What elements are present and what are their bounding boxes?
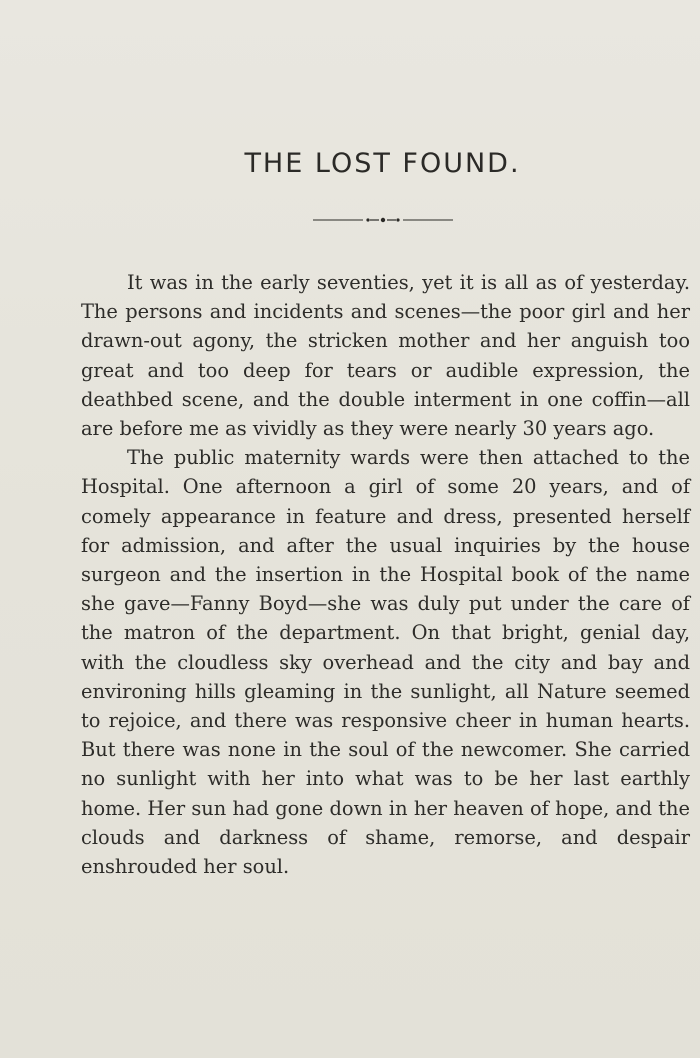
chapter-title: THE LOST FOUND. [244, 148, 521, 179]
chapter-body [81, 268, 690, 881]
body-paragraph-1: It was in the early seventies, yet it is all as of yesterday. The persons and incidents and scenes—the poor girl and her drawn-out agony, the stricken mother and her anguish too great and too deep for tears or audible expression, the deathbed scene, and the double interment in one coffin—all are before me as vividly as they were nearly 30 years ago. [81, 271, 690, 441]
ornamental-rule-divider-icon [313, 213, 453, 227]
body-paragraph-2: The public maternity wards were then attached to the Hospital. One afternoon a girl of some 20 years, and of comely appearance in feature and dress, presented herself for admission, and after the usual inquiries by the house surgeon and the insertion in the Hospital book of the name she gave—Fanny Boyd—she was duly put under the care of the matron of the department. On that bright, genial day, with the cloudless sky overhead and the city and bay and environing hills gleaming in the sunlight, all Nature seemed to rejoice, and there was responsive cheer in human hearts. But there was none in the soul of the newcomer. She carried no sunlight with her into what was to be her last earthly home. Her sun had gone down in her heaven of hope, and the clouds and darkness of shame, remorse, and despair enshrouded her soul. [81, 446, 690, 879]
